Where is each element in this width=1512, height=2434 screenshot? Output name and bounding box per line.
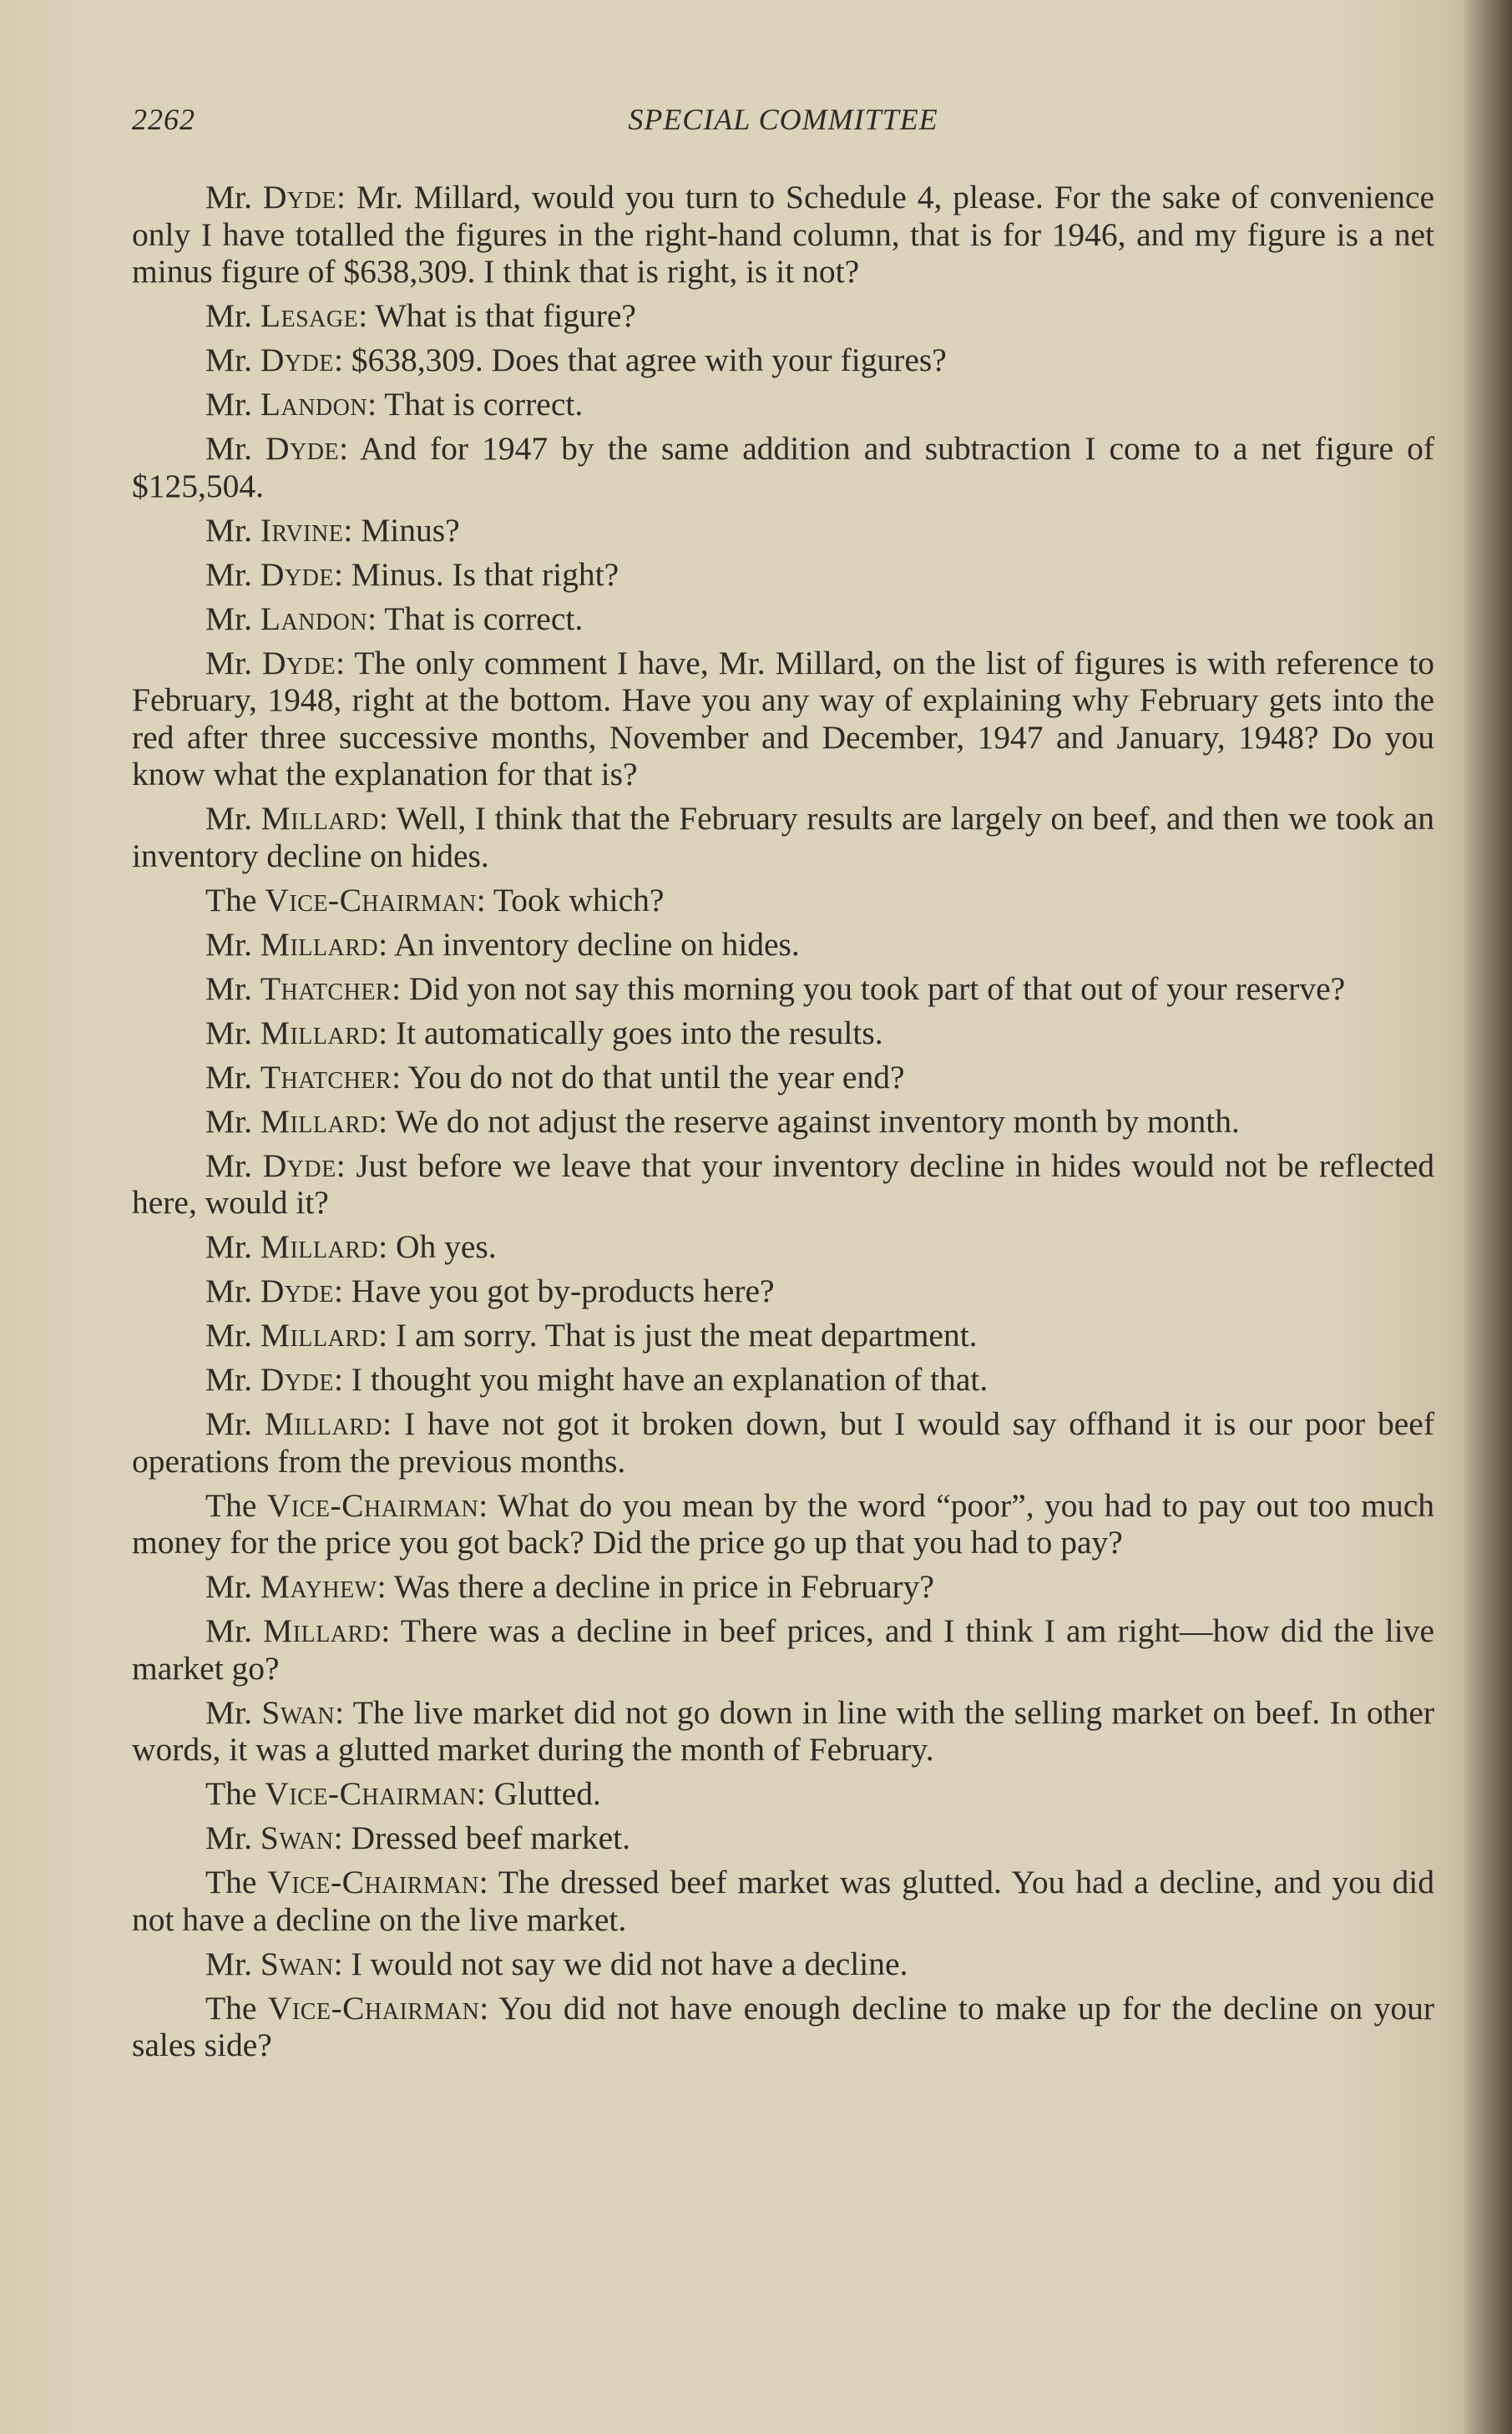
speaker-name: Swan — [261, 1693, 336, 1731]
speech-text: I thought you might have an explanation of that. — [351, 1361, 989, 1398]
speech-text: $638,309. Does that agree with your figures? — [351, 342, 947, 378]
speech-text: The dressed beef market was glutted. You had a decline, and you did not have a decline on the live market. — [132, 1864, 1434, 1938]
speaker-name: Vice-Chairman — [267, 1989, 480, 2027]
speech-text: Was there a decline in price in February? — [393, 1568, 934, 1605]
speaker-title: The — [205, 1989, 257, 2027]
speaker-name: Millard — [263, 1612, 382, 1649]
speech-text: You do not do that until the year end? — [407, 1058, 905, 1096]
speaker-name: Swan — [260, 1819, 334, 1856]
speaker-title: Mr. — [205, 969, 252, 1007]
speaker-name: Dyde — [262, 179, 336, 215]
speaker-name: Dyde — [260, 555, 334, 593]
speaker-title: Mr. — [205, 342, 252, 378]
transcript-paragraph: Mr. Swan: The live market did not go down in line with the selling market on beef. In other words, it was a glutted market during the month of February. — [132, 1693, 1435, 1768]
speaker-title: Mr. — [205, 555, 252, 593]
transcript-paragraph: Mr. Mayhew: Was there a decline in price in February? — [205, 1568, 934, 1605]
transcript-paragraph: Mr. Millard: It automatically goes into the results. — [205, 1014, 883, 1051]
speech-text: Glutted. — [493, 1775, 601, 1812]
transcript-paragraph: Mr. Landon: That is correct. — [205, 600, 584, 637]
speaker-name: Swan — [260, 1945, 334, 1982]
transcript-paragraph: Mr. Millard: Oh yes. — [205, 1228, 497, 1265]
speaker-title: Mr. — [205, 800, 252, 837]
speaker-name: Dyde — [262, 644, 336, 681]
speaker-name: Millard — [260, 1014, 379, 1051]
speaker-title: The — [205, 1486, 257, 1524]
transcript-paragraph: The Vice-Chairman: Glutted. — [205, 1775, 601, 1812]
speech-text: What do you mean by the word “poor”, you had to pay out too much money for the price you got back? Did the price go up that you had to pay? — [132, 1486, 1435, 1561]
transcript-paragraph: Mr. Dyde: Just before we leave that your inventory decline in hides would not be reflected here, would it? — [132, 1146, 1435, 1221]
speaker-title: Mr. — [205, 430, 252, 467]
speaker-name: Dyde — [265, 430, 340, 467]
transcript-paragraph: Mr. Millard: We do not adjust the reserve against inventory month by month. — [205, 1102, 1240, 1140]
speech-text: Minus. Is that right? — [351, 555, 619, 593]
speaker-name: Millard — [260, 1228, 379, 1265]
transcript-paragraph: Mr. Irvine: Minus? — [205, 511, 460, 549]
speech-text: We do not adjust the reserve against inventory month by month. — [395, 1102, 1240, 1140]
speech-text: What is that figure? — [375, 297, 636, 334]
speaker-name: Dyde — [260, 1361, 334, 1398]
speech-text: That is correct. — [384, 600, 584, 637]
speaker-title: Mr. — [205, 644, 252, 681]
speech-text: Dressed beef market. — [351, 1819, 630, 1856]
transcript-paragraph: Mr. Dyde: The only comment I have, Mr. Millard, on the list of figures is with reference to February, 1948, right at the bottom. Have you any way of explaining why February gets into the red after three successive months, November and December, 1947 and January, 1948? Do you know what the explanation for that is? — [132, 644, 1434, 792]
page-header — [132, 102, 1434, 144]
transcript-paragraph: Mr. Millard: I have not got it broken down, but I would say offhand it is our poor beef operations from the previous months. — [132, 1405, 1434, 1480]
transcript-paragraph: Mr. Dyde: And for 1947 by the same addition and subtraction I come to a net figure of $125,504. — [132, 430, 1434, 504]
speaker-name: Millard — [264, 1405, 383, 1442]
speaker-name: Vice-Chairman — [266, 1486, 479, 1524]
speech-text: An inventory decline on hides. — [393, 925, 800, 963]
speaker-name: Dyde — [260, 342, 334, 378]
transcript-paragraph: Mr. Millard: There was a decline in beef prices, and I think I am right—how did the live market go? — [132, 1612, 1434, 1687]
speech-text: You did not have enough decline to make up for the decline on your sales side? — [132, 1989, 1435, 2063]
speaker-title: Mr. — [205, 1273, 252, 1309]
speech-text: Just before we leave that your inventory decline in hides would not be reflected here, would it? — [132, 1146, 1435, 1221]
transcript-paragraph: Mr. Thatcher: You do not do that until the year end? — [205, 1058, 905, 1096]
speaker-title: Mr. — [205, 297, 252, 334]
transcript-paragraph: Mr. Millard: An inventory decline on hides. — [205, 925, 800, 963]
transcript-paragraph: Mr. Millard: Well, I think that the February results are largely on beef, and then we took an inventory decline on hides. — [132, 800, 1434, 874]
speaker-name: Lesage — [260, 297, 359, 334]
speaker-title: Mr. — [205, 925, 252, 963]
speaker-name: Vice-Chairman — [265, 1775, 477, 1812]
speaker-title: The — [205, 1775, 257, 1812]
speaker-name: Vice-Chairman — [267, 1864, 479, 1900]
speech-text: Did yon not say this morning you took part of that out of your reserve? — [408, 969, 1346, 1007]
transcript-body — [132, 179, 1434, 2071]
speaker-name: Landon — [260, 386, 368, 423]
speaker-title: Mr. — [205, 1405, 252, 1442]
transcript-paragraph: Mr. Dyde: Minus. Is that right? — [205, 555, 619, 593]
speaker-title: Mr. — [205, 1568, 252, 1605]
speaker-title: Mr. — [205, 1228, 252, 1265]
transcript-paragraph: Mr. Swan: I would not say we did not have a decline. — [205, 1945, 908, 1982]
speaker-title: Mr. — [205, 1058, 252, 1096]
speech-text: Have you got by-products here? — [351, 1273, 775, 1309]
speech-text: The only comment I have, Mr. Millard, on the list of figures is with reference to February, 1948, right at the bottom. Have you any way of explaining why February gets into the red after three successive months, November and December, 1947 and January, 1948? Do you know what the explanation for that is? — [132, 644, 1434, 792]
speaker-name: Millard — [260, 1317, 379, 1354]
speaker-name: Thatcher — [260, 1058, 392, 1096]
speaker-name: Dyde — [260, 1273, 334, 1309]
speaker-title: Mr. — [205, 1014, 252, 1051]
speech-text: I have not got it broken down, but I would say offhand it is our poor beef operations from the previous months. — [132, 1405, 1434, 1480]
speech-text: Mr. Millard, would you turn to Schedule 4, please. For the sake of convenience only I have totalled the figures in the right-hand column, that is for 1946, and my figure is a net minus figure of $638,309. I think that is right, is it not? — [132, 179, 1434, 290]
speech-text: I would not say we did not have a decline. — [351, 1945, 908, 1982]
speaker-title: Mr. — [205, 1612, 252, 1649]
running-head: SPECIAL COMMITTEE — [628, 103, 938, 136]
speech-text: It automatically goes into the results. — [396, 1014, 883, 1051]
speech-text: Minus? — [361, 511, 460, 549]
speech-text: And for 1947 by the same addition and subtraction I come to a net figure of $125,504. — [132, 430, 1434, 504]
speaker-name: Thatcher — [260, 969, 392, 1007]
speaker-title: Mr. — [205, 1945, 252, 1982]
speaker-title: Mr. — [205, 600, 252, 637]
speech-text: I am sorry. That is just the meat department. — [396, 1317, 978, 1354]
speaker-title: Mr. — [205, 511, 252, 549]
transcript-paragraph: Mr. Dyde: $638,309. Does that agree with your figures? — [205, 342, 947, 378]
transcript-paragraph: Mr. Landon: That is correct. — [205, 386, 584, 423]
speaker-name: Dyde — [262, 1146, 336, 1184]
speaker-name: Mayhew — [260, 1568, 377, 1605]
speaker-title: Mr. — [205, 1102, 252, 1140]
speaker-title: Mr. — [205, 1693, 252, 1731]
speaker-title: The — [205, 881, 257, 918]
speech-text: That is correct. — [384, 386, 584, 423]
transcript-paragraph: The Vice-Chairman: You did not have enough decline to make up for the decline on your sales side? — [132, 1989, 1435, 2063]
speaker-title: Mr. — [205, 1361, 252, 1398]
transcript-paragraph: The Vice-Chairman: The dressed beef market was glutted. You had a decline, and you did not have a decline on the live market. — [132, 1864, 1434, 1938]
speech-text: The live market did not go down in line with the selling market on beef. In other words, it was a glutted market during the month of February. — [132, 1693, 1435, 1768]
transcript-paragraph: The Vice-Chairman: Took which? — [205, 881, 665, 918]
speech-text: There was a decline in beef prices, and I think I am right—how did the live market go? — [132, 1612, 1434, 1687]
speaker-title: Mr. — [205, 1317, 252, 1354]
speech-text: Oh yes. — [396, 1228, 497, 1265]
speaker-title: Mr. — [205, 179, 252, 215]
speaker-name: Vice-Chairman — [265, 881, 477, 918]
page-number: 2262 — [132, 103, 195, 136]
transcript-paragraph: Mr. Millard: I am sorry. That is just the meat department. — [205, 1317, 978, 1354]
speaker-name: Millard — [260, 800, 379, 837]
speaker-name: Millard — [260, 925, 379, 963]
page-edge-shadow — [1462, 0, 1512, 2434]
transcript-paragraph: Mr. Thatcher: Did yon not say this morning you took part of that out of your reserve? — [205, 969, 1346, 1007]
transcript-paragraph: Mr. Swan: Dressed beef market. — [205, 1819, 630, 1856]
transcript-paragraph: Mr. Dyde: Mr. Millard, would you turn to Schedule 4, please. For the sake of convenience only I have totalled the figures in the right-hand column, that is for 1946, and my figure is a net minus figure of $638,309. I think that is right, is it not? — [132, 179, 1434, 290]
speaker-title: Mr. — [205, 1819, 252, 1856]
speaker-title: Mr. — [205, 386, 252, 423]
speaker-name: Millard — [260, 1102, 379, 1140]
speaker-name: Irvine — [260, 511, 344, 549]
speech-text: Took which? — [493, 881, 665, 918]
speaker-title: Mr. — [205, 1146, 252, 1184]
transcript-paragraph: Mr. Dyde: I thought you might have an explanation of that. — [205, 1361, 989, 1398]
transcript-paragraph: Mr. Dyde: Have you got by-products here? — [205, 1273, 775, 1309]
speaker-title: The — [205, 1864, 257, 1900]
transcript-paragraph: The Vice-Chairman: What do you mean by the word “poor”, you had to pay out too much money for the price you got back? Did the price go up that you had to pay? — [132, 1486, 1435, 1561]
transcript-paragraph: Mr. Lesage: What is that figure? — [205, 297, 636, 334]
speaker-name: Landon — [260, 600, 368, 637]
speech-text: Well, I think that the February results are largely on beef, and then we took an inventory decline on hides. — [132, 800, 1434, 874]
